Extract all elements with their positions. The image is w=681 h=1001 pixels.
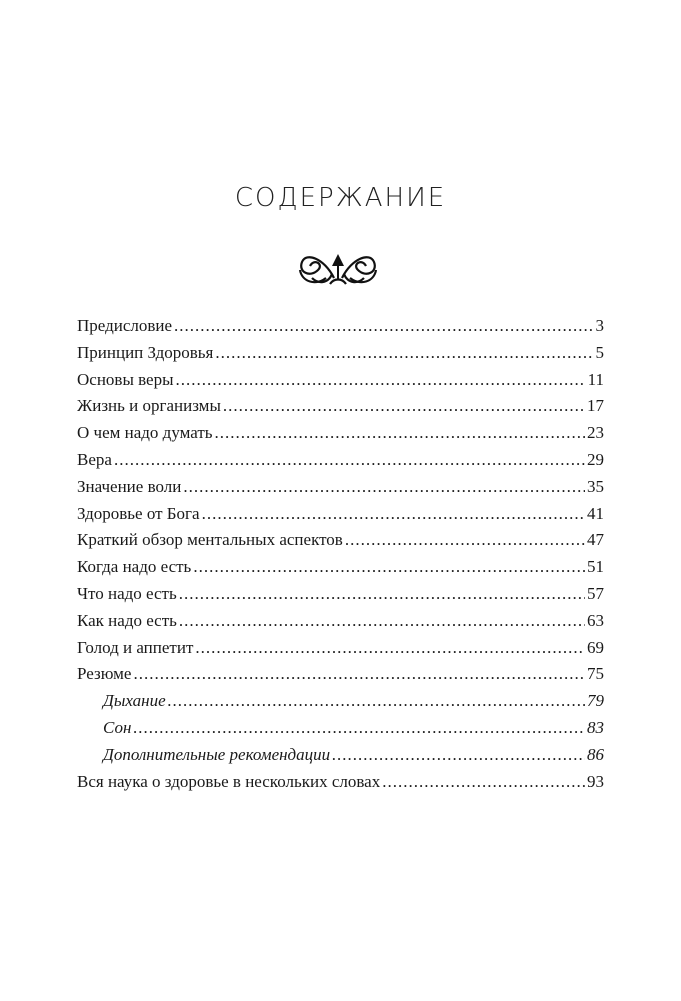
toc-entry-page: 29: [587, 449, 604, 469]
toc-entry-label: Когда надо есть: [77, 557, 192, 577]
toc-entry-label: Вера: [77, 449, 112, 469]
toc-entry-label: Основы веры: [77, 369, 174, 389]
dot-leader: [345, 530, 585, 550]
toc-entry-label: Жизнь и организмы: [77, 396, 221, 416]
dot-leader: [382, 772, 585, 792]
page-title: СОДЕРЖАНИЕ: [234, 183, 447, 213]
toc-entry-page: 63: [587, 610, 604, 630]
celtic-ornament-icon: [296, 248, 380, 288]
toc-entry[interactable]: [77, 316, 604, 343]
table-of-contents: [77, 316, 604, 798]
toc-entry-page: 86: [587, 744, 604, 764]
toc-entry[interactable]: [77, 343, 604, 370]
toc-entry-label: Сон: [103, 717, 132, 737]
dot-leader: [215, 423, 585, 443]
toc-entry-label: Здоровье от Бога: [77, 503, 200, 523]
dot-leader: [195, 638, 585, 658]
dot-leader: [332, 745, 585, 765]
toc-entry-page: 23: [587, 423, 604, 443]
toc-entry[interactable]: [77, 584, 604, 611]
toc-entry[interactable]: [77, 423, 604, 450]
toc-entry-label: Краткий обзор ментальных аспектов: [77, 530, 343, 550]
dot-leader: [176, 370, 586, 390]
toc-entry-label: Принцип Здоровья: [77, 342, 214, 362]
toc-entry-page: 41: [587, 503, 604, 523]
dot-leader: [179, 611, 585, 631]
toc-entry[interactable]: [77, 745, 604, 772]
toc-entry-page: 75: [587, 664, 604, 684]
dot-leader: [202, 504, 585, 524]
toc-entry[interactable]: [77, 611, 604, 638]
toc-entry-page: 93: [587, 771, 604, 791]
toc-entry[interactable]: [77, 772, 604, 799]
toc-entry-page: 11: [587, 369, 604, 389]
dot-leader: [179, 584, 585, 604]
toc-entry-label: Вся наука о здоровье в нескольких словах: [77, 771, 381, 791]
toc-entry[interactable]: [77, 664, 604, 691]
toc-entry-label: Дыхание: [103, 691, 166, 711]
toc-entry[interactable]: [77, 450, 604, 477]
toc-entry-page: 69: [587, 637, 604, 657]
toc-entry-page: 51: [587, 557, 604, 577]
toc-entry-label: Дополнительные рекомендации: [103, 744, 331, 764]
toc-entry[interactable]: [77, 530, 604, 557]
toc-entry-page: 57: [587, 583, 604, 603]
dot-leader: [193, 557, 585, 577]
dot-leader: [133, 718, 585, 738]
toc-entry[interactable]: [77, 477, 604, 504]
toc-entry-label: Голод и аппетит: [77, 637, 194, 657]
dot-leader: [168, 691, 585, 711]
toc-entry-label: Предисловие: [77, 316, 173, 335]
toc-entry[interactable]: [77, 718, 604, 745]
toc-entry[interactable]: [77, 638, 604, 665]
toc-entry[interactable]: [77, 396, 604, 423]
toc-entry-page: 17: [587, 396, 604, 416]
toc-entry-label: Значение воли: [77, 476, 182, 496]
toc-entry-label: Резюме: [77, 664, 132, 684]
toc-entry-page: 3: [595, 316, 604, 335]
toc-entry-page: 83: [587, 717, 604, 737]
toc-entry-page: 79: [587, 691, 604, 711]
toc-entry-label: Что надо есть: [77, 583, 177, 603]
dot-leader: [133, 664, 585, 684]
toc-entry[interactable]: [77, 370, 604, 397]
toc-entry-label: Как надо есть: [77, 610, 177, 630]
dot-leader: [223, 396, 585, 416]
toc-entry-page: 47: [587, 530, 604, 550]
toc-entry[interactable]: [77, 557, 604, 584]
dot-leader: [174, 316, 593, 336]
dot-leader: [114, 450, 585, 470]
dot-leader: [183, 477, 585, 497]
toc-entry-page: 5: [595, 342, 604, 362]
dot-leader: [215, 343, 593, 363]
toc-entry-page: 35: [587, 476, 604, 496]
toc-entry[interactable]: [77, 691, 604, 718]
toc-entry[interactable]: [77, 504, 604, 531]
toc-entry-label: О чем надо думать: [77, 423, 213, 443]
